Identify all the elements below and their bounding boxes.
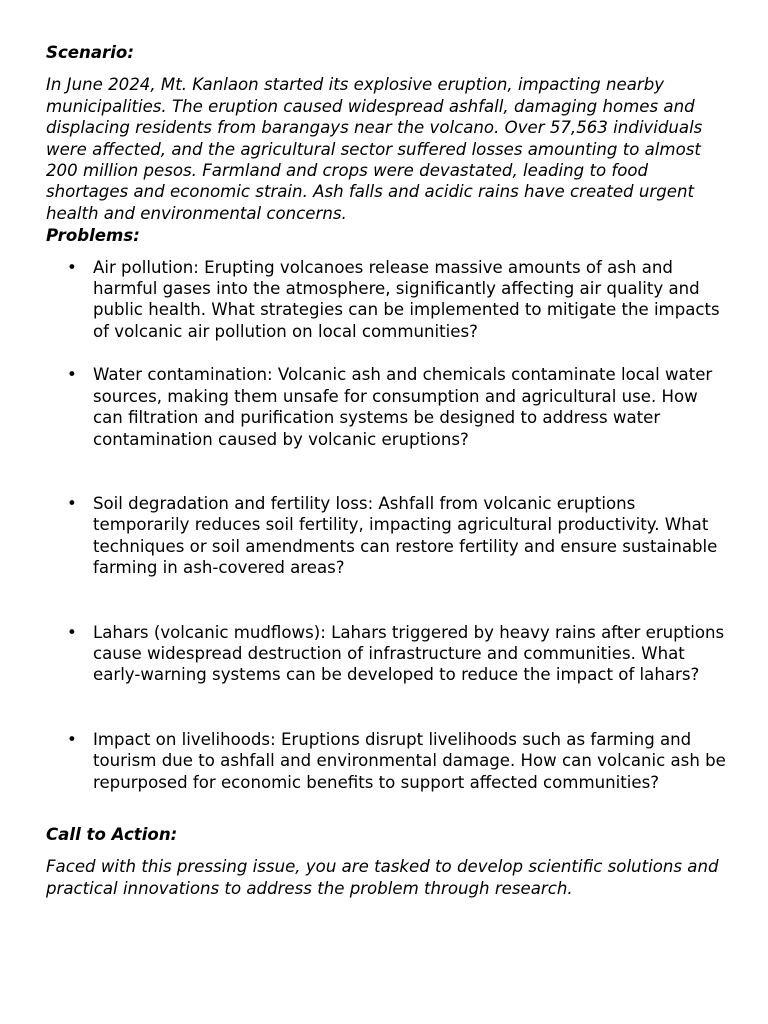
problem-text: Impact on livelihoods: Eruptions disrupt livelihoods such as farming and tourism due to ashfall and environmental damage. How can volcanic ash be repurposed for economic benefits to support affected communities? — [93, 729, 726, 792]
bullet-icon: • — [67, 493, 77, 513]
problem-item-lahars — [46, 622, 726, 686]
bullet-icon: • — [67, 622, 77, 642]
bullet-icon: • — [67, 257, 77, 277]
problem-text: Water contamination: Volcanic ash and chemicals contaminate local water sources, making them unsafe for consumption and agricultural use. How can filtration and purification systems be designed to address water contamination caused by volcanic eruptions? — [93, 365, 713, 449]
problem-item-water-contamination — [46, 364, 726, 450]
bullet-icon: • — [67, 729, 77, 749]
problem-text: Soil degradation and fertility loss: Ashfall from volcanic eruptions temporarily reduces soil fertility, impacting agricultural productivity. What techniques or soil amendments can restore fertility and ensure sustainable farming in ash-covered areas? — [93, 493, 718, 578]
problem-item-soil-degradation — [46, 493, 726, 579]
scenario-heading: Scenario: — [46, 43, 134, 62]
problem-item-air-pollution — [46, 257, 726, 343]
problems-list — [46, 257, 726, 793]
problem-text: Lahars (volcanic mudflows): Lahars triggered by heavy rains after eruptions cause widespread destruction of infrastructure and communities. What early-warning systems can be developed to reduce the impact of lahars? — [93, 622, 725, 685]
call-to-action-heading: Call to Action: — [46, 824, 178, 844]
scenario-paragraph: In June 2024, Mt. Kanlaon started its explosive eruption, impacting nearby municipalities. The eruption caused widespread ashfall, damaging homes and displacing residents from barangays near the volcano. Over 57,563 individuals were affected, and the agricultural sector suffered losses amounting to almost 200 million pesos. Farmland and crops were devastated, leading to food shortages and economic strain. Ash falls and acidic rains have created urgent health and environmental concerns. — [46, 75, 703, 223]
document-page — [46, 42, 726, 899]
bullet-icon: • — [67, 365, 77, 385]
problems-heading: Problems: — [46, 226, 140, 246]
call-to-action-paragraph: Faced with this pressing issue, you are tasked to develop scientific solutions and practical innovations to address the problem through research. — [46, 857, 719, 898]
problem-item-livelihoods — [46, 729, 726, 793]
problem-text: Air pollution: Erupting volcanoes release massive amounts of ash and harmful gases into the atmosphere, significantly affecting air quality and public health. What strategies can be implemented to mitigate the impacts of volcanic air pollution on local communities? — [93, 257, 720, 341]
